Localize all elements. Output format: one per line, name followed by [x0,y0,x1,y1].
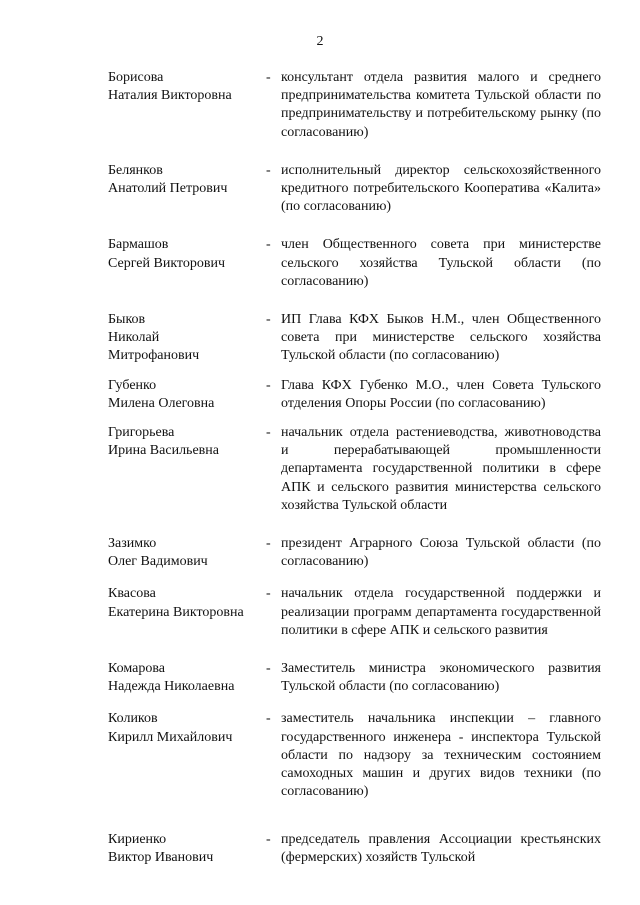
member-given-name: Екатерина Викторовна [108,604,244,620]
member-role: Заместитель министра экономического развития Тульской области (по согласованию) [281,661,601,695]
member-surname: Григорьева [108,425,175,441]
list-item [108,377,601,413]
member-role: президент Аграрного Союза Тульской области (по согласованию) [281,536,601,570]
member-role: член Общественного совета при министерстве сельского хозяйства Тульской области (по согласованию) [281,237,601,289]
member-role: начальник отдела растениеводства, животноводства и перерабатывающей промышленности департамента государственной политики в сфере АПК и сельского развития министерства сельского хозяйства Тульской области [281,425,601,513]
member-given-name: Ирина Васильевна [108,443,219,459]
list-item [108,424,601,515]
list-item [108,162,601,217]
dash-separator: - [266,312,271,328]
member-role: ИП Глава КФХ Быков Н.М., член Общественного совета при министерстве сельского хозяйства Тульской области (по согласованию) [281,312,601,364]
dash-separator: - [266,586,271,602]
member-given-name: Виктор Иванович [108,849,214,865]
member-given-name: Сергей Викторович [108,255,226,271]
member-given-name: Олег Вадимович [108,554,208,570]
member-role: исполнительный директор сельскохозяйственного кредитного потребительского Кооператива «Калита» (по согласованию) [281,162,601,215]
member-surname: Коликов [108,711,158,727]
member-name [108,69,263,142]
list-item [108,236,601,291]
member-given-name: Милена Олеговна [108,395,215,411]
list-item [108,535,601,571]
member-name [108,377,263,413]
member-surname: Квасова [108,586,156,602]
member-given-name: Наталия Викторовна [108,88,232,104]
member-name [108,424,263,515]
list-item [108,831,601,867]
member-surname: Быков [108,312,146,328]
list-item [108,585,601,640]
dash-separator: - [266,661,271,677]
member-patronymic: Митрофанович [108,348,200,364]
list-item [108,69,601,142]
member-surname: Кириенко [108,831,167,847]
member-name [108,311,263,366]
dash-separator: - [266,425,271,441]
member-name [108,831,263,867]
member-role: начальник отдела государственной поддержки и реализации программ департамента государственной политики в сфере АПК и сельского развития [281,586,601,638]
member-role: Глава КФХ Губенко М.О., член Совета Тульского отделения Опоры России (по согласованию) [281,377,601,411]
member-given-name: Николай [108,330,160,346]
dash-separator: - [266,377,271,393]
member-list [108,69,601,887]
member-given-name: Надежда Николаевна [108,679,235,695]
dash-separator: - [266,831,271,847]
member-name [108,710,263,801]
member-surname: Зазимко [108,536,157,552]
member-role: заместитель начальника инспекции – главного государственного инженера - инспектора Тульской области по надзору за техническим состоянием самоходных машин и других видов техники (по согласованию) [281,711,601,800]
member-role: консультант отдела развития малого и среднего предпринимательства комитета Тульской области по предпринимательству и потребительскому рынку (по согласованию) [281,70,601,140]
member-surname: Губенко [108,377,157,393]
list-item [108,311,601,366]
list-item [108,710,601,801]
member-name [108,236,263,291]
list-item [108,660,601,696]
member-surname: Белянков [108,162,163,178]
dash-separator: - [266,70,271,85]
member-name [108,660,263,696]
member-given-name: Кирилл Михайлович [108,729,233,745]
page-number: 2 [316,34,324,49]
member-given-name: Анатолий Петрович [108,181,228,197]
member-name [108,535,263,571]
member-name [108,162,263,217]
member-role: председатель правления Ассоциации крестьянских (фермерских) хозяйств Тульской [281,831,601,865]
member-surname: Бармашов [108,237,169,253]
member-surname: Борисова [108,70,164,85]
dash-separator: - [266,162,271,178]
dash-separator: - [266,237,271,253]
dash-separator: - [266,536,271,552]
member-surname: Комарова [108,661,165,677]
member-name [108,585,263,640]
dash-separator: - [266,711,271,727]
